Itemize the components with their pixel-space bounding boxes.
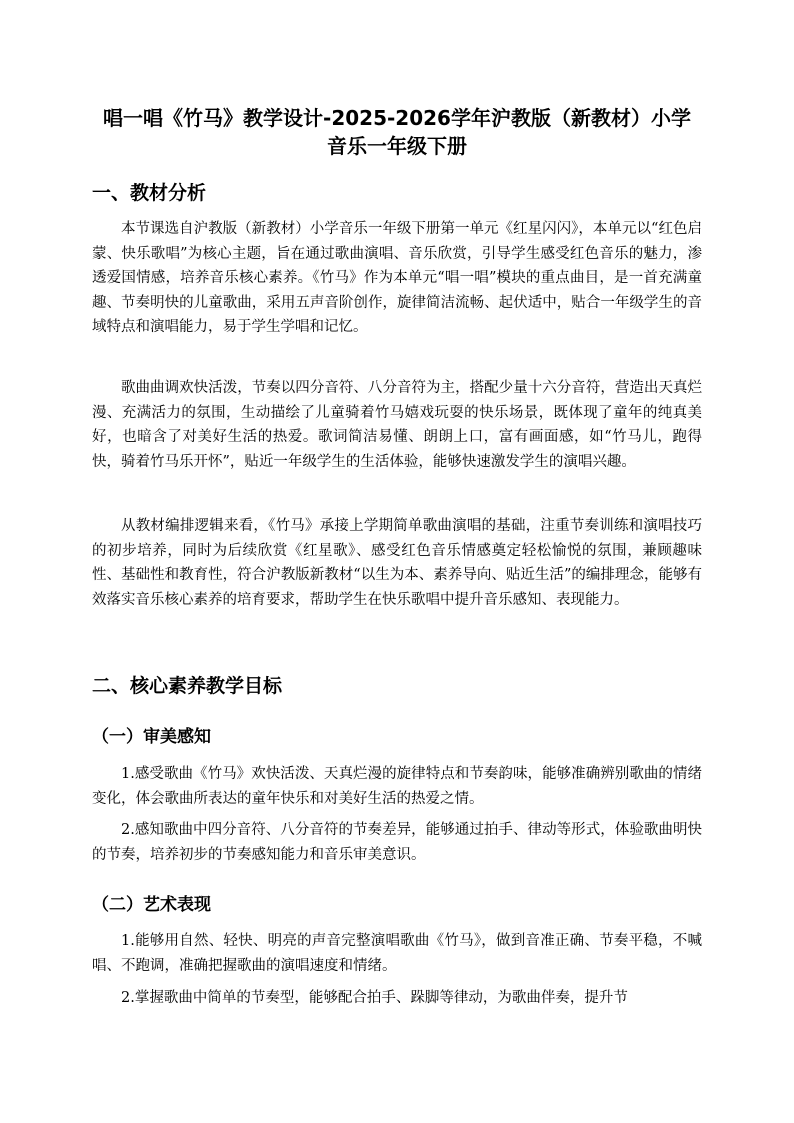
paragraph-analysis-3: 从教材编排逻辑来看，《竹马》承接上学期简单歌曲演唱的基础，注重节奏训练和演唱技巧的初步培养，同时为后续欣赏《红星歌》、感受红色音乐情感奠定轻松愉悦的氛围，兼顾趣味性、基础性和教育性，符合沪教版新教材“以生为本、素养导向、贴近生活”的编排理念，能够有效落实音乐核心素养的培育要求，帮助学生在快乐歌唱中提升音乐感知、表现能力。 — [92, 518, 702, 608]
paragraph-expression-1: 1.能够用自然、轻快、明亮的声音完整演唱歌曲《竹马》，做到音准正确、节奏平稳，不喊唱、不跑调，准确把握歌曲的演唱速度和情绪。 — [92, 933, 702, 974]
paragraph-analysis-2: 歌曲曲调欢快活泼，节奏以四分音符、八分音符为主，搭配少量十六分音符，营造出天真烂漫、充满活力的氛围，生动描绘了儿童骑着竹马嬉戏玩耍的快乐场景，既体现了童年的纯真美好，也暗含了对美好生活的热爱。歌词简洁易懂、朗朗上口，富有画面感，如“竹马儿，跑得快，骑着竹马乐开怀”，贴近一年级学生的生活体验，能够快速激发学生的演唱兴趣。 — [92, 380, 702, 470]
paragraph-aesthetic-1: 1.感受歌曲《竹马》欢快活泼、天真烂漫的旋律特点和节奏韵味，能够准确辨别歌曲的情绪变化，体会歌曲所表达的童年快乐和对美好生活的热爱之情。 — [92, 766, 702, 807]
section-heading-textbook-analysis: 一、教材分析 — [92, 182, 207, 204]
subsection-heading-artistic-expression: （二）艺术表现 — [92, 895, 211, 915]
paragraph-aesthetic-2: 2.感知歌曲中四分音符、八分音符的节奏差异，能够通过拍手、律动等形式，体验歌曲明快的节奏，培养初步的节奏感知能力和音乐审美意识。 — [92, 822, 702, 863]
document-title: 唱一唱《竹马》教学设计-2025-2026学年沪教版（新教材）小学音乐一年级下册 — [103, 106, 691, 158]
paragraph-analysis-1: 本节课选自沪教版（新教材）小学音乐一年级下册第一单元《红星闪闪》，本单元以“红色启蒙、快乐歌唱”为核心主题，旨在通过歌曲演唱、音乐欣赏，引导学生感受红色音乐的魅力，渗透爱国情感，培养音乐核心素养。《竹马》作为本单元“唱一唱”模块的重点曲目，是一首充满童趣、节奏明快的儿童歌曲，采用五声音阶创作，旋律简洁流畅、起伏适中，贴合一年级学生的音域特点和演唱能力，易于学生学唱和记忆。 — [92, 221, 702, 336]
paragraph-expression-2: 2.掌握歌曲中简单的节奏型，能够配合拍手、跺脚等律动，为歌曲伴奏，提升节 — [121, 990, 628, 1006]
section-heading-core-goals: 二、核心素养教学目标 — [92, 675, 283, 697]
subsection-heading-aesthetic-perception: （一）审美感知 — [92, 727, 211, 747]
